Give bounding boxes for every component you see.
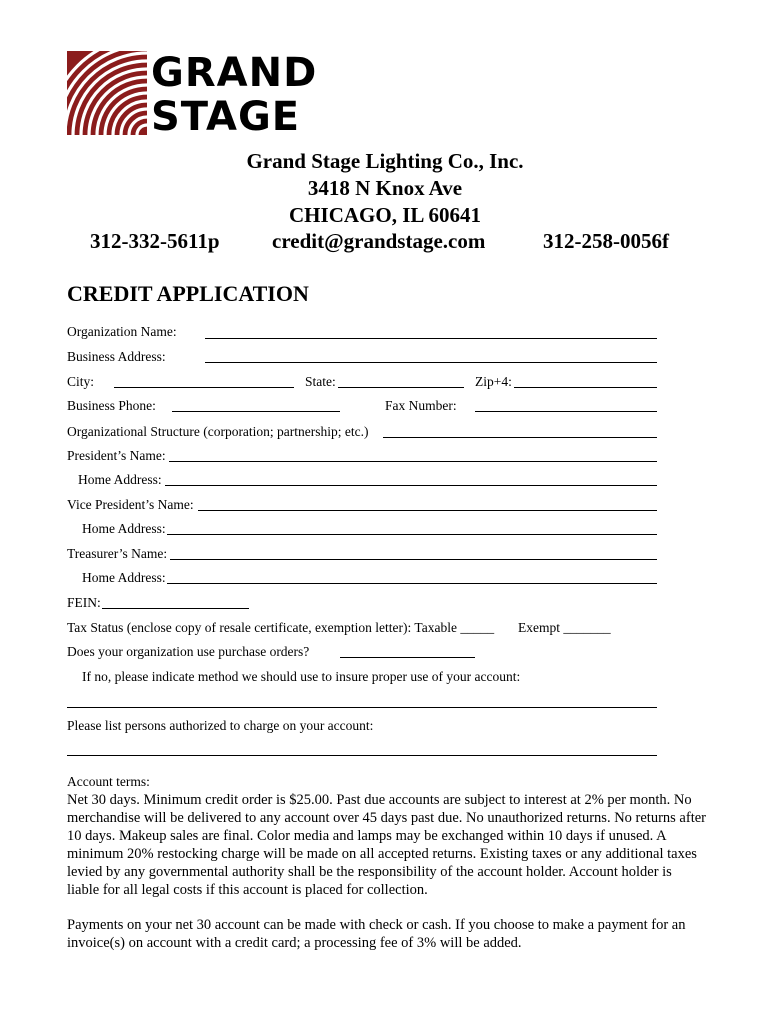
business-address-label: Business Address: xyxy=(67,349,166,364)
presidents-name-label: President’s Name: xyxy=(67,448,166,463)
org-structure-label: Organizational Structure (corporation; partnership; etc.) xyxy=(67,424,369,439)
zip-field[interactable] xyxy=(514,387,657,388)
business-phone-field[interactable] xyxy=(172,411,340,412)
payments-paragraph: Payments on your net 30 account can be made with check or cash. If you choose to make a payment for an invoice(s) on account with a credit card; a processing fee of 3% will be added. xyxy=(67,917,686,951)
vp-home-address-field[interactable] xyxy=(167,534,657,535)
vp-name-field[interactable] xyxy=(198,510,657,511)
exempt-label: Exempt _______ xyxy=(518,620,611,635)
grand-stage-logo xyxy=(67,50,337,140)
tax-status-label: Tax Status (enclose copy of resale certificate, exemption letter): Taxable _____ xyxy=(67,620,495,635)
org-name-field[interactable] xyxy=(205,338,657,339)
logo-word-grand: GRAND xyxy=(151,50,318,96)
business-address-field[interactable] xyxy=(205,362,657,363)
fein-label: FEIN: xyxy=(67,595,101,610)
company-city: CHICAGO, IL 60641 xyxy=(289,203,481,227)
fax-number-field[interactable] xyxy=(475,411,657,412)
company-name: Grand Stage Lighting Co., Inc. xyxy=(246,149,524,173)
president-home-address-label: Home Address: xyxy=(78,472,162,487)
city-field[interactable] xyxy=(114,387,294,388)
purchase-orders-field[interactable] xyxy=(340,657,475,658)
fax-number-label: Fax Number: xyxy=(385,398,457,413)
if-no-label: If no, please indicate method we should use to insure proper use of your account: xyxy=(82,669,521,684)
state-label: State: xyxy=(305,374,336,389)
purchase-orders-label: Does your organization use purchase orders? xyxy=(67,644,310,659)
vp-name-label: Vice President’s Name: xyxy=(67,497,194,512)
company-fax: 312-258-0056f xyxy=(543,229,669,253)
fein-field[interactable] xyxy=(102,608,249,609)
logo-word-stage: STAGE xyxy=(151,94,301,140)
form-title: CREDIT APPLICATION xyxy=(67,281,309,306)
treasurer-name-label: Treasurer’s Name: xyxy=(67,546,168,561)
president-home-address-field[interactable] xyxy=(165,485,657,486)
vp-home-address-label: Home Address: xyxy=(82,521,166,536)
zip-label: Zip+4: xyxy=(475,374,512,389)
presidents-name-field[interactable] xyxy=(169,461,657,462)
company-street: 3418 N Knox Ave xyxy=(307,176,463,200)
account-terms-heading: Account terms: xyxy=(67,774,150,789)
city-label: City: xyxy=(67,374,95,389)
state-field[interactable] xyxy=(338,387,464,388)
logo-arcs-icon xyxy=(67,51,147,135)
treasurer-home-address-label: Home Address: xyxy=(82,570,166,585)
authorized-persons-label: Please list persons authorized to charge on your account: xyxy=(67,718,374,733)
company-email: credit@grandstage.com xyxy=(272,229,486,253)
treasurer-home-address-field[interactable] xyxy=(167,583,657,584)
authorized-persons-field[interactable] xyxy=(67,755,657,756)
org-name-label: Organization Name: xyxy=(67,324,177,339)
company-phone: 312-332-5611p xyxy=(90,229,220,253)
account-method-field[interactable] xyxy=(67,707,657,708)
treasurer-name-field[interactable] xyxy=(170,559,657,560)
account-terms-body: Net 30 days. Minimum credit order is $25.00. Past due accounts are subject to interest at 2% per month. No merchandise will be delivered to any account over 45 days past due. No unauthorized returns. No returns after 10 days. Makeup sales are final. Color media and lamps may be exchanged within 10 days if unused. A minimum 20% restocking charge will be made on all accepted returns. Existing taxes or any additional taxes levied by any governmental authority shall be the responsibility of the account holder. Account holder is liable for all legal costs if this account is placed for collection. xyxy=(67,792,706,898)
business-phone-label: Business Phone: xyxy=(67,398,156,413)
org-structure-field[interactable] xyxy=(383,437,657,438)
